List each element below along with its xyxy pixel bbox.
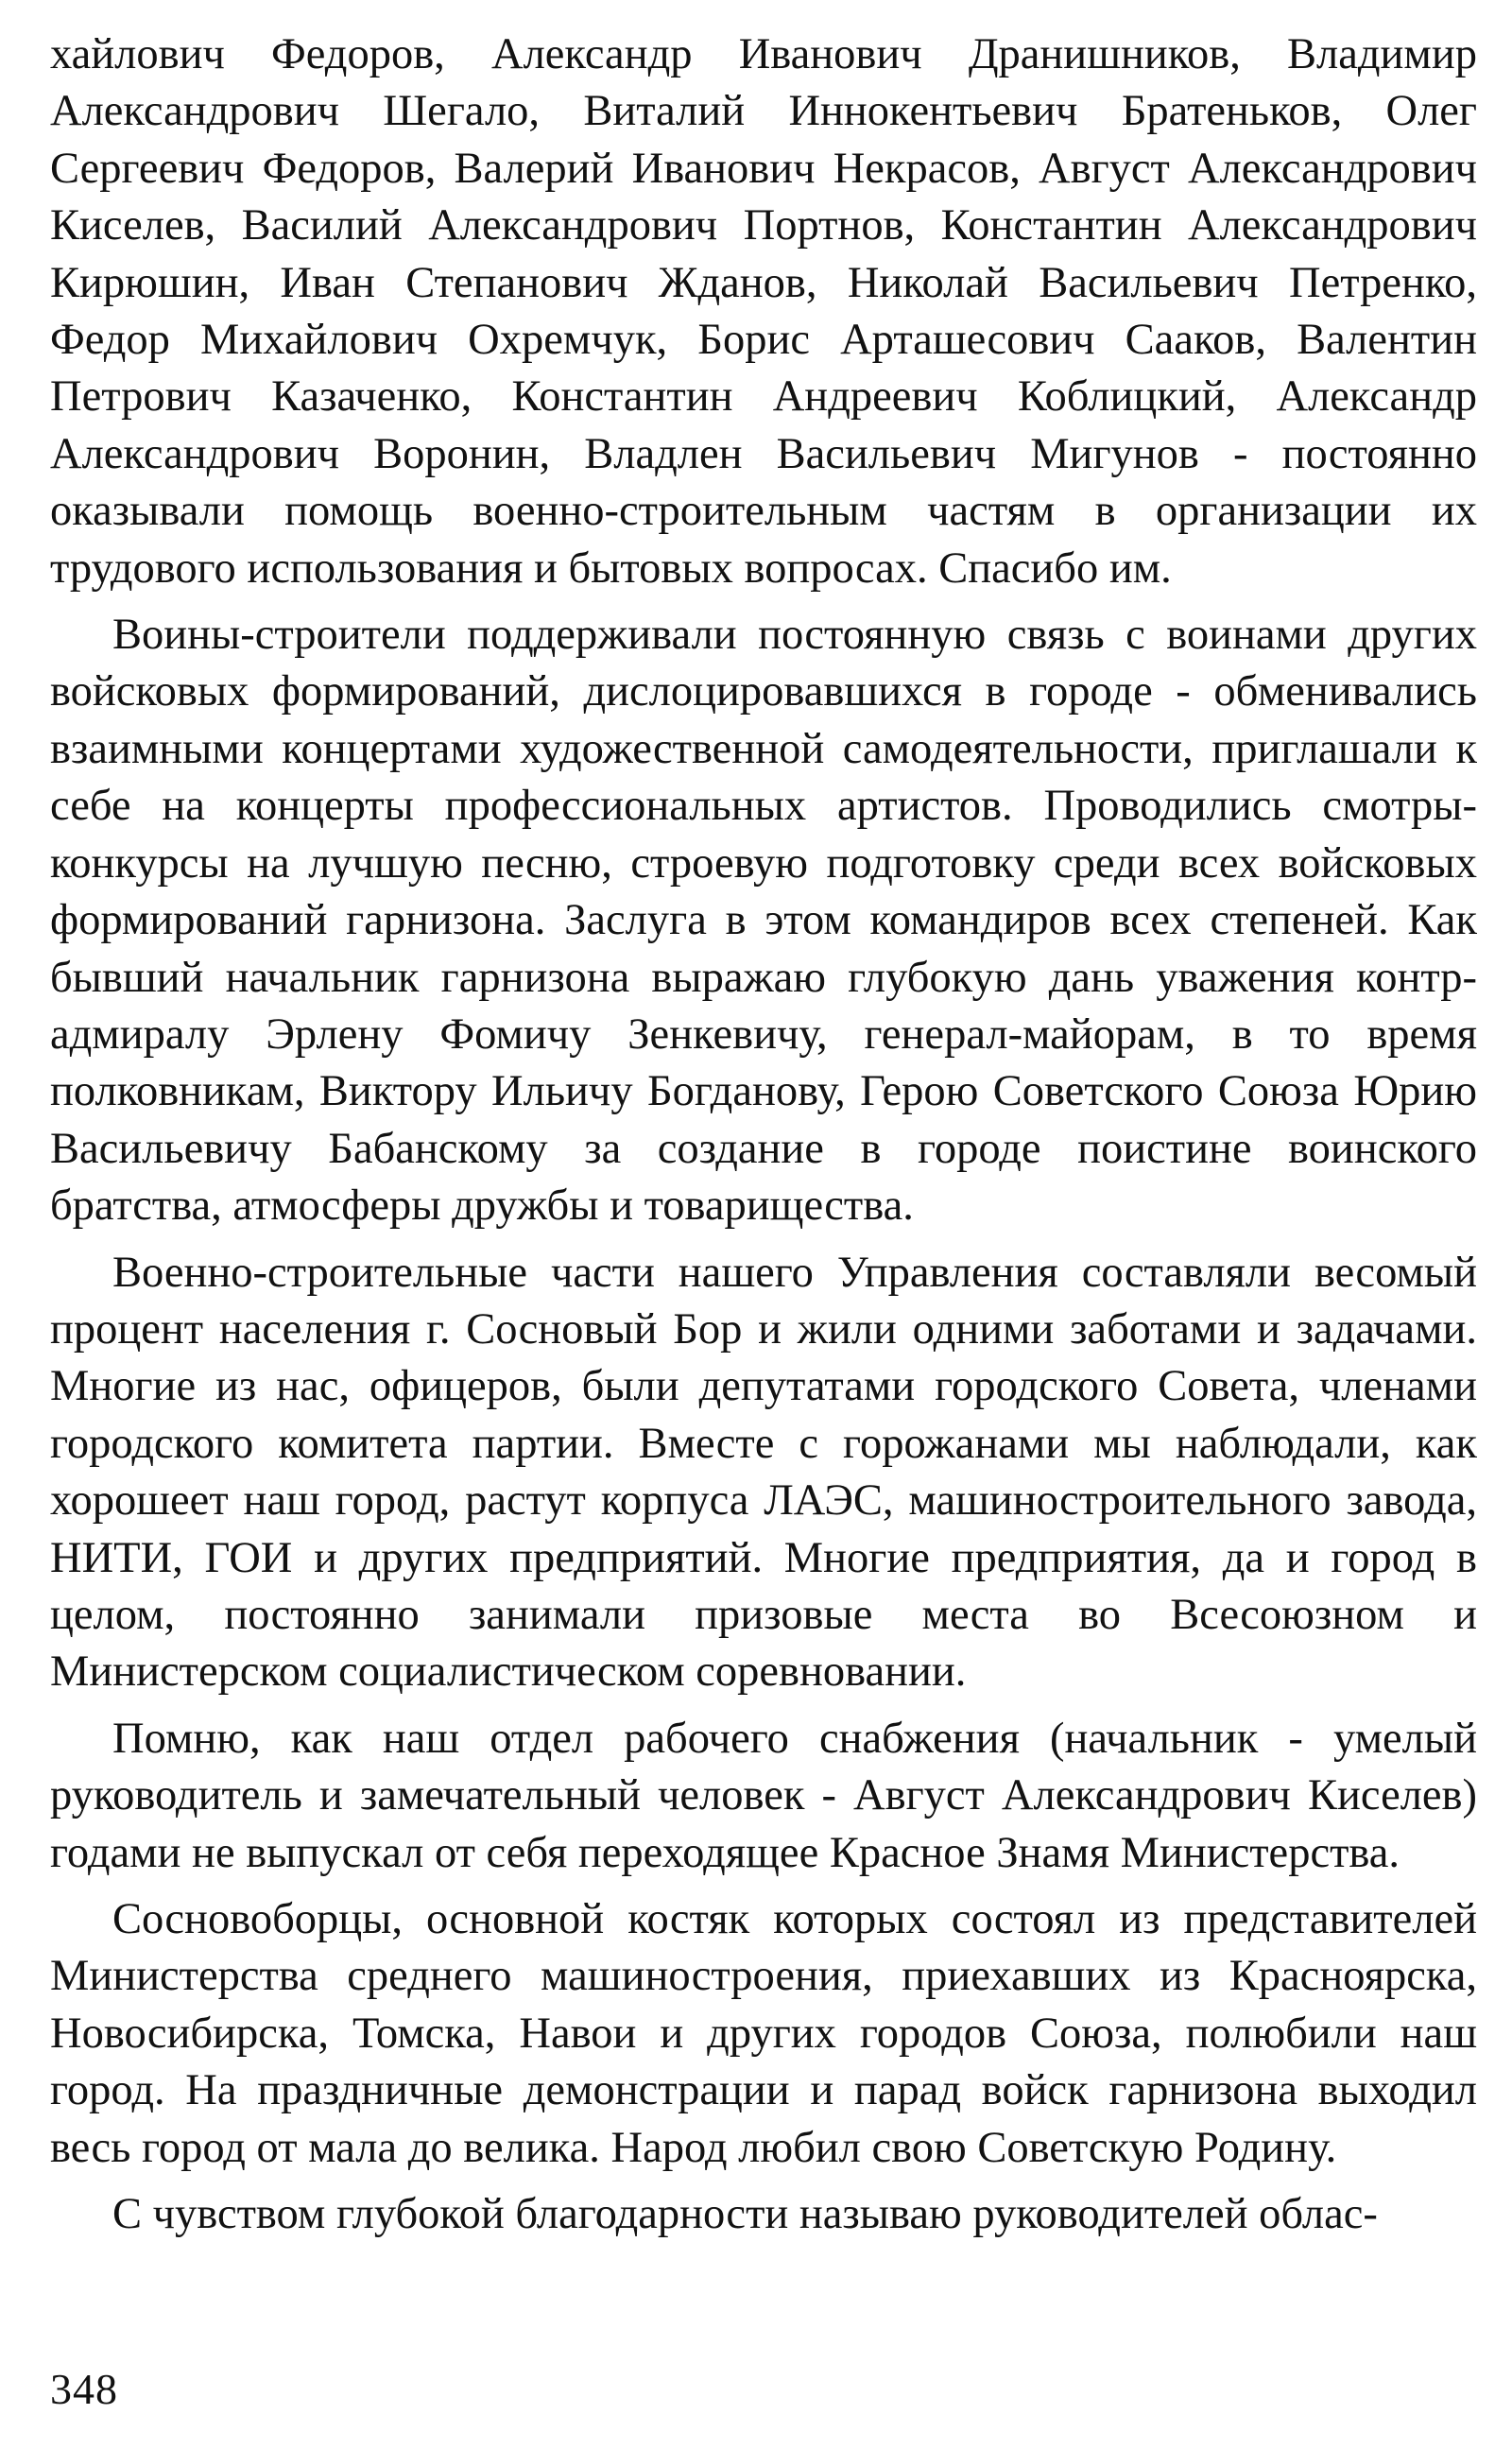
paragraph-military-builders: Воины-строители поддерживали постоянную связь с воинами других войсковых формирований, дислоцировавшихся в городе - обменивались взаимными концертами художественной самодеятельности, приглашали к себе на концерты профессиональных артистов. Проводились смотры-конкурсы на лучшую песню, строевую подготовку среди всех войсковых формирований гарнизона. Заслуга в этом командиров всех степеней. Как бывший начальник гарнизона выражаю глубокую дань уважения контр-адмиралу Эрлену Фомичу Зенкевичу, генерал-майорам, в то время полковникам, Виктору Ильичу Богданову, Герою Советского Союза Юрию Васильевичу Бабанскому за создание в городе поистине воинского братства, атмосферы дружбы и товарищества.: [50, 611, 1477, 1231]
paragraph-sosnovy-bor-residents: Сосновоборцы, основной костяк которых состоял из представителей Министерства среднего машиностроения, приехавших из Красноярска, Новосибирска, Томска, Навои и других городов Союза, полюбили наш город. На праздничные демонстрации и парад войск гарнизона выходил весь город от мала до велика. Народ любил свою Советскую Родину.: [50, 1895, 1477, 2172]
paragraph-regional-leaders: С чувством глубокой благодарности называю руководителей облас-: [112, 2190, 1378, 2239]
page-number: 348: [50, 2365, 118, 2413]
page-body: [50, 26, 1477, 2252]
paragraph-continuation: хайлович Федоров, Александр Иванович Дранишников, Владимир Александрович Шегало, Виталий Иннокентьевич Братеньков, Олег Сергеевич Федоров, Валерий Иванович Некрасов, Август Александрович Киселев, Василий Александрович Портнов, Константин Александрович Кирюшин, Иван Степанович Жданов, Николай Васильевич Петренко, Федор Михайлович Охремчук, Борис Арташесович Сааков, Валентин Петрович Казаченко, Константин Андреевич Коблицкий, Александр Александрович Воронин, Владлен Васильевич Мигунов - постоянно оказывали помощь военно-строительным частям в организации их трудового использования и бытовых вопросах. Спасибо им.: [50, 30, 1477, 593]
paragraph-supply-department: Помню, как наш отдел рабочего снабжения (начальник - умелый руководитель и замечательный человек - Август Александрович Киселев) годами не выпускал от себя переходящее Красное Знамя Министерства.: [50, 1714, 1477, 1877]
paragraph-city-population: Военно-строительные части нашего Управления составляли весомый процент населения г. Сосновый Бор и жили одними заботами и задачами. Многие из нас, офицеров, были депутатами городского Совета, членами городского комитета партии. Вместе с горожанами мы наблюдали, как хорошеет наш город, растут корпуса ЛАЭС, машиностроительного завода, НИТИ, ГОИ и других предприятий. Многие предприятия, да и город в целом, постоянно занимали призовые места во Всесоюзном и Министерском социалистическом соревновании.: [50, 1248, 1477, 1697]
